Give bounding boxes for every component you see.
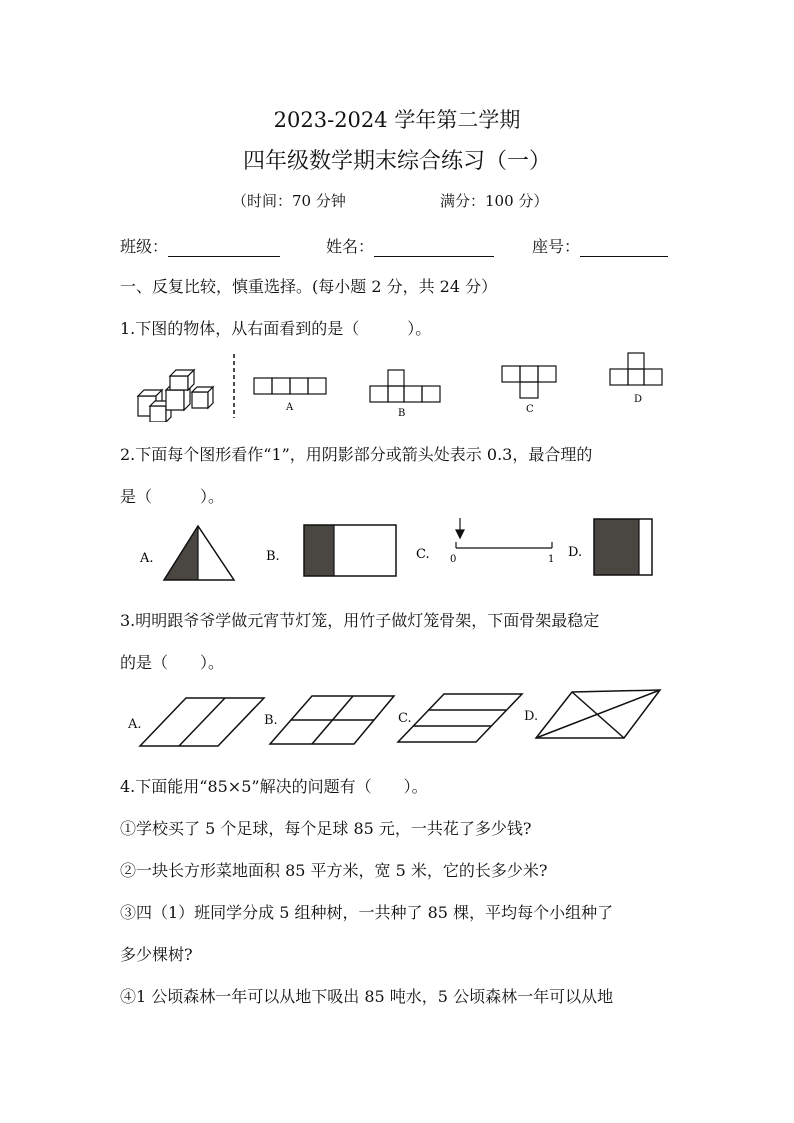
class-field [120, 234, 280, 257]
exam-score: 满分：100 分） [440, 192, 549, 210]
q1-label-a: A [286, 402, 294, 413]
section1-heading: 一、反复比较，慎重选择。(每小题 2 分，共 24 分） [120, 277, 498, 296]
exam-time: （时间：70 分钟 [232, 192, 346, 210]
seat-label: 座号： [532, 237, 581, 256]
q4-option-1: ①学校买了 5 个足球，每个足球 85 元，一共花了多少钱? [120, 819, 532, 838]
q1-label-b: B [398, 408, 406, 419]
exam-title: 四年级数学期末综合练习（一） [242, 149, 551, 174]
q2-rectangle-b [304, 525, 396, 576]
q3-frame-a [140, 698, 264, 746]
q3-label-c: C. [398, 711, 412, 726]
q2-text-line1: 2.下面每个图形看作“1”，用阴影部分或箭头处表示 0.3，最合理的 [120, 445, 593, 464]
q3-label-d: D. [524, 709, 539, 724]
q1-figures [130, 350, 670, 422]
seat-blank[interactable] [580, 238, 668, 257]
q4-option-4-line1: ④1 公顷森林一年可以从地下吸出 85 吨水，5 公顷森林一年可以从地 [120, 987, 614, 1006]
q1-text: 1.下图的物体，从右面看到的是（ ）。 [120, 319, 432, 338]
q3-text-line1: 3.明明跟爷爷学做元宵节灯笼，用竹子做灯笼骨架，下面骨架最稳定 [120, 611, 600, 630]
q2-triangle [164, 526, 234, 580]
q3-label-a: A. [128, 717, 142, 732]
q3-frame-d [536, 690, 660, 738]
q3-label-b: B. [264, 713, 278, 728]
q3-frame-b [270, 696, 394, 744]
q2-rectangle-d [594, 519, 652, 575]
q4-option-3-line2: 多少棵树? [120, 945, 193, 964]
q1-option-b-figure [370, 370, 440, 402]
q1-object [138, 370, 213, 422]
q2-label-a: A. [140, 551, 154, 566]
q1-label-d: D [634, 394, 643, 405]
q2-number-line [456, 518, 552, 548]
q2-tick-1: 1 [548, 554, 555, 565]
q2-label-c: C. [416, 547, 430, 562]
q4-option-2: ②一块长方形菜地面积 85 平方米，宽 5 米，它的长多少米? [120, 861, 548, 880]
q1-option-c-figure [502, 366, 556, 398]
q4-text: 4.下面能用“85×5”解决的问题有（ ）。 [120, 777, 428, 796]
q2-label-d: D. [568, 545, 583, 560]
seat-field [532, 234, 668, 257]
name-field [326, 234, 494, 257]
q1-option-d-figure [610, 353, 662, 385]
name-blank[interactable] [374, 238, 494, 257]
q3-figures [126, 684, 666, 750]
q2-figures [130, 514, 670, 582]
q2-tick-0: 0 [450, 554, 457, 565]
q1-option-a-figure [254, 378, 326, 394]
q3-frame-c [398, 694, 522, 742]
exam-term: 2023-2024 学年第二学期 [273, 108, 521, 132]
class-label: 班级： [120, 237, 169, 256]
class-blank[interactable] [168, 238, 280, 257]
name-label: 姓名： [326, 237, 375, 256]
q3-text-line2: 的是（ ）。 [120, 653, 225, 672]
q2-text-line2: 是（ ）。 [120, 487, 225, 506]
q2-label-b: B. [266, 549, 280, 564]
q4-option-3-line1: ③四（1）班同学分成 5 组种树，一共种了 85 棵，平均每个小组种了 [120, 903, 614, 922]
q1-label-c: C [526, 404, 534, 415]
